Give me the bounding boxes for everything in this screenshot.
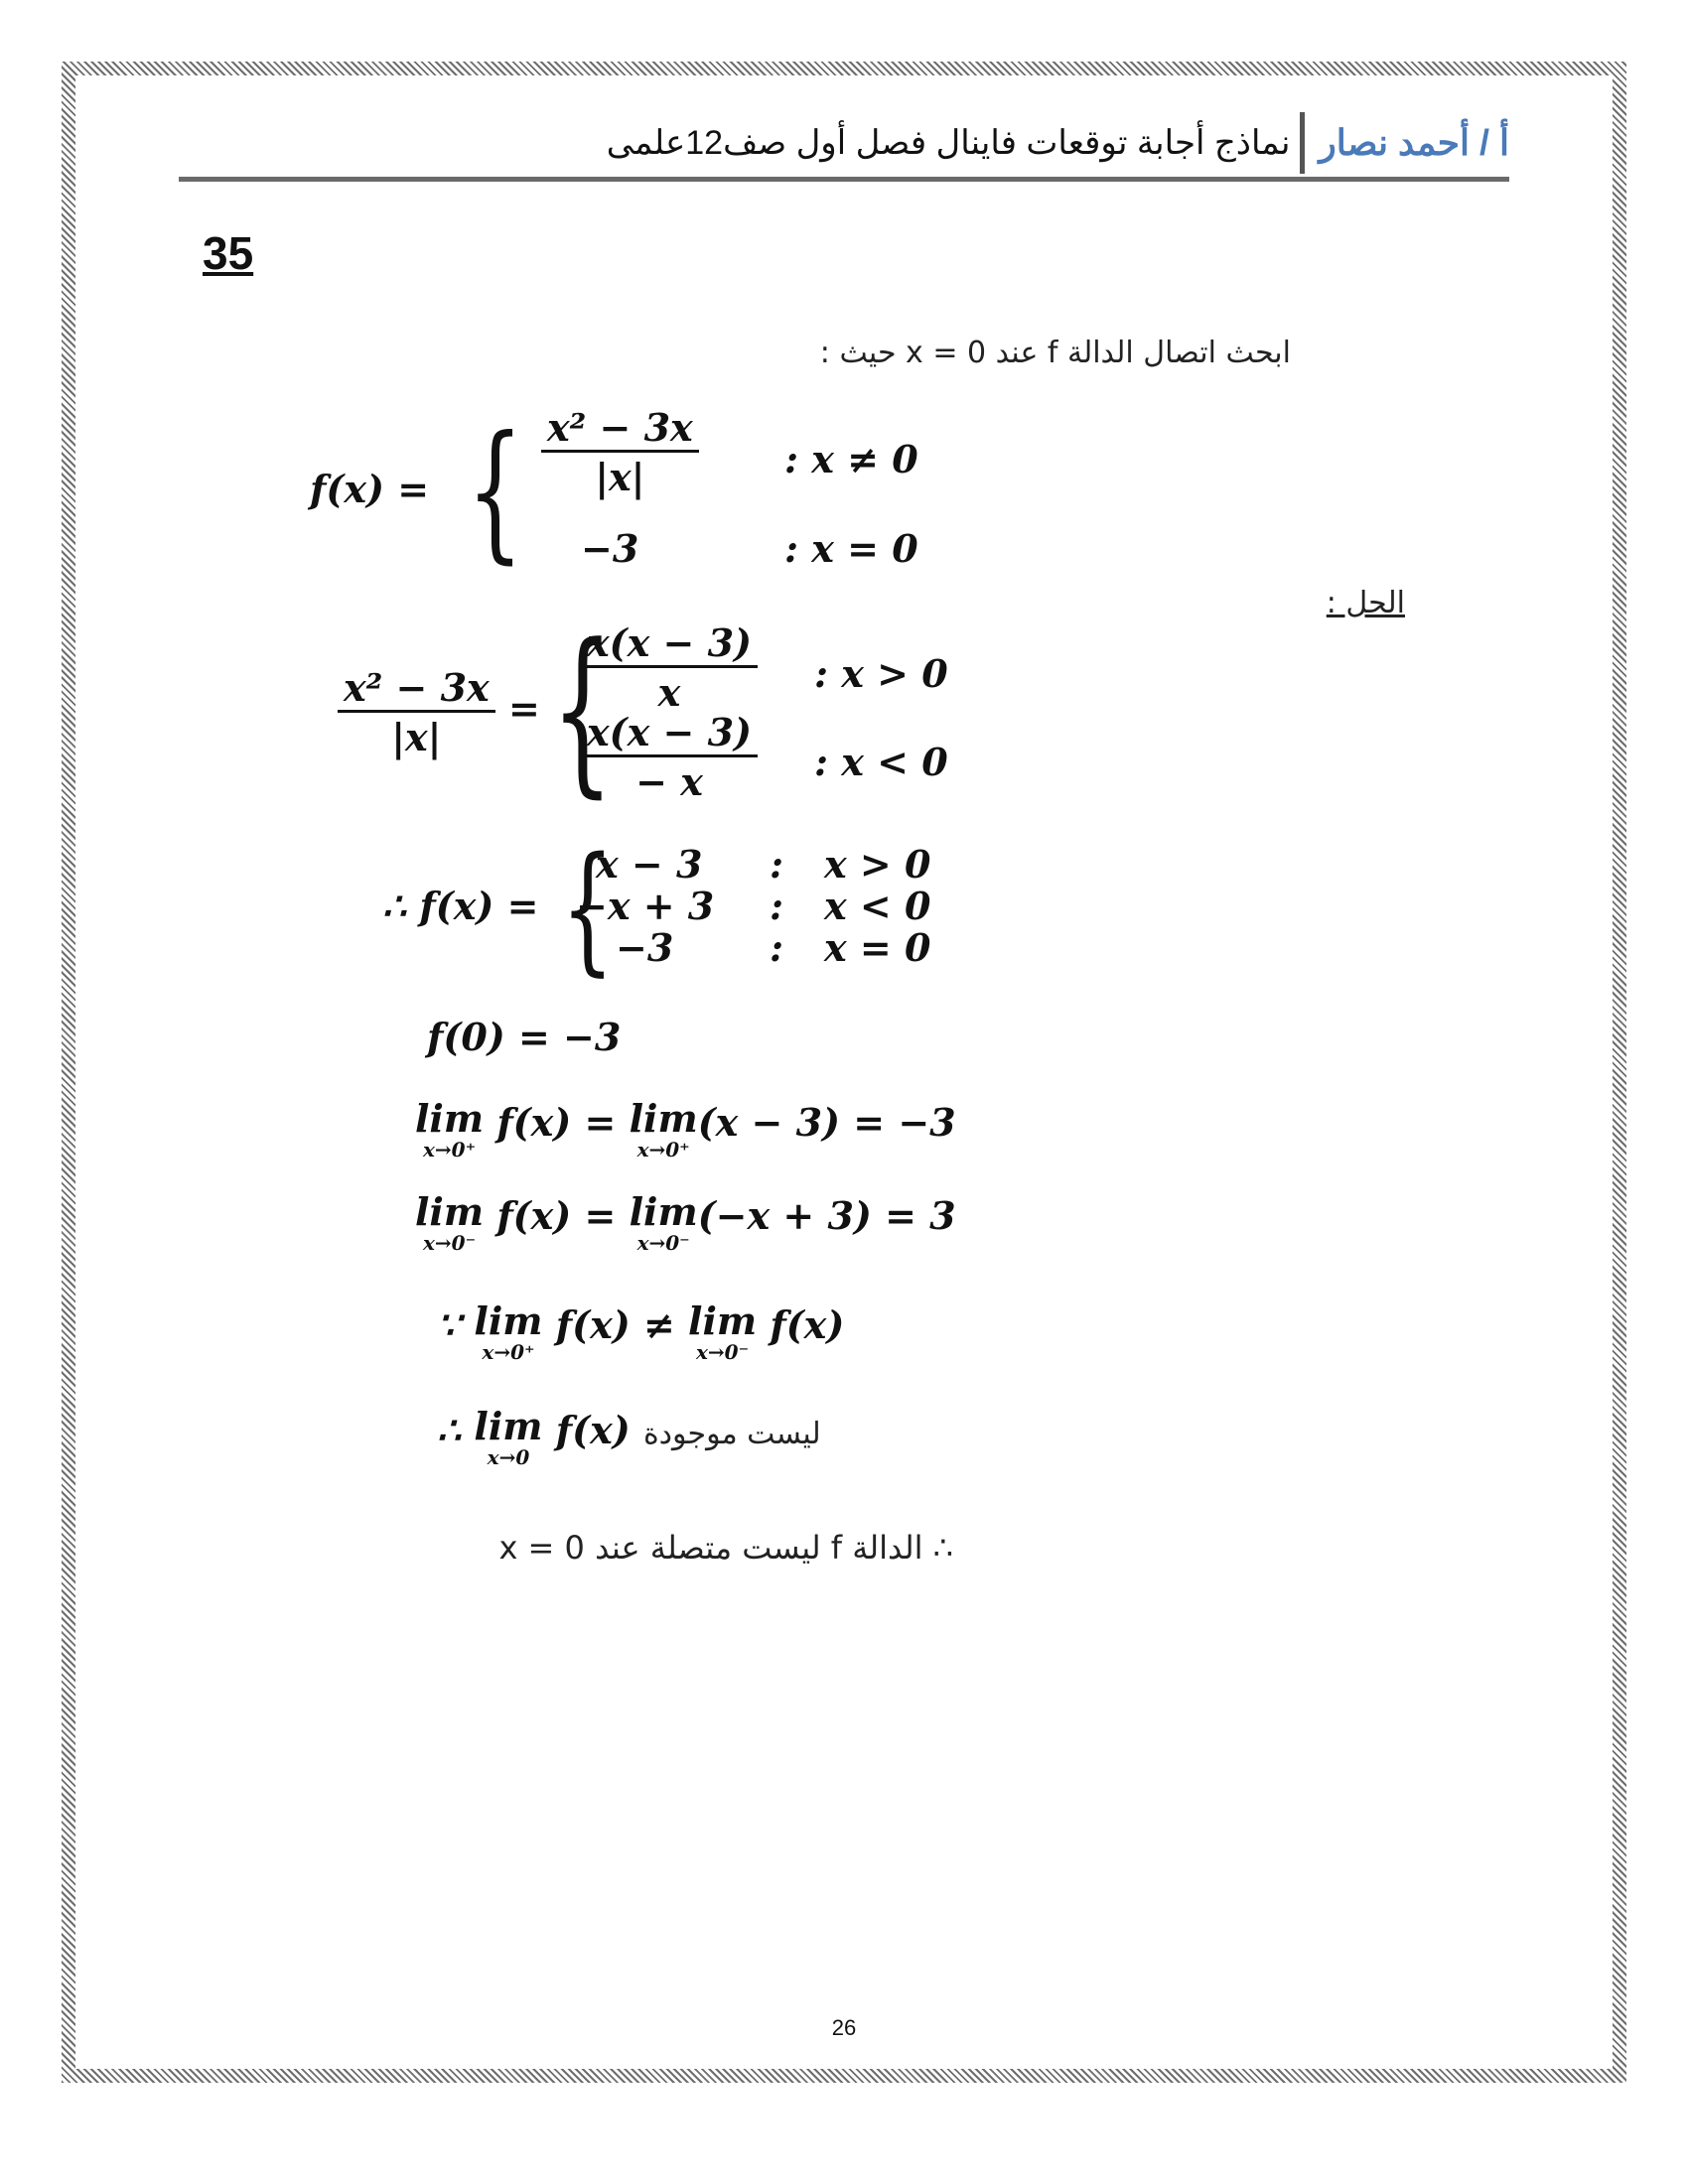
- lim-word: lim: [415, 1189, 485, 1234]
- simplify-brace: {: [551, 607, 614, 814]
- case1-condition: : x ≠ 0: [784, 437, 918, 481]
- therefore-symbol: ∴: [437, 1408, 462, 1452]
- lim-word: lim: [474, 1298, 543, 1343]
- piece2-fraction: [581, 710, 758, 804]
- fx-symbol: f(x): [555, 1408, 631, 1452]
- neq-mid: f(x) ≠: [555, 1302, 675, 1347]
- lim-word: lim: [688, 1298, 758, 1343]
- lim-subscript: x→0: [487, 1445, 530, 1469]
- problem-statement: ابحث اتصال الدالة f عند x = 0 حيث :: [819, 336, 1291, 370]
- row2-expr: −x + 3: [576, 884, 715, 928]
- left-limit-tail: (−x + 3) = 3: [697, 1193, 956, 1238]
- simplify-denominator: |x|: [338, 710, 495, 759]
- lim-word: lim: [629, 1189, 698, 1234]
- row1-cond: x > 0: [824, 842, 931, 887]
- lim-word: lim: [415, 1096, 485, 1141]
- right-limit-tail: (x − 3) = −3: [697, 1100, 956, 1145]
- piece1-numerator: x(x − 3): [587, 620, 753, 665]
- solution-label: الحل :: [1326, 586, 1405, 620]
- case1-denominator: |x|: [541, 450, 699, 499]
- header-divider: [179, 177, 1509, 182]
- simplify-numerator: x² − 3x: [344, 665, 490, 710]
- case1-fraction: [541, 405, 699, 499]
- left-limit-line: [415, 1189, 956, 1255]
- piece2-denominator: − x: [581, 754, 758, 804]
- piece1-condition: : x > 0: [814, 651, 948, 696]
- lim-subscript: x→0⁻: [422, 1231, 477, 1255]
- row3-expr: −3: [616, 925, 674, 970]
- simplify-fraction: [338, 665, 540, 759]
- result-brace: {: [561, 828, 615, 990]
- not-exist-text: ليست موجودة: [642, 1417, 821, 1451]
- fx-label: f(x) =: [310, 467, 430, 511]
- right-limit-line: [415, 1096, 956, 1161]
- lim-subscript: x→0⁺: [482, 1340, 535, 1364]
- author-name: أ / أحمد نصار: [1300, 112, 1509, 174]
- case2-value: −3: [581, 526, 639, 571]
- conclusion: ∴ الدالة f ليست متصلة عند x = 0: [498, 1529, 953, 1567]
- right-limit-mid: f(x) =: [496, 1100, 617, 1145]
- neq-tail: f(x): [770, 1302, 845, 1347]
- page-header: [179, 107, 1509, 179]
- limit-not-exist-line: [437, 1404, 821, 1469]
- because-line: [437, 1298, 845, 1364]
- row1-expr: x − 3: [596, 842, 703, 887]
- row1-colon: :: [770, 842, 784, 887]
- simplify-equals: =: [507, 686, 540, 731]
- piece1-denominator: x: [581, 665, 758, 715]
- piece1-fraction: [581, 620, 758, 715]
- lim-subscript: x→0⁻: [695, 1340, 750, 1364]
- question-number: 35: [203, 227, 254, 279]
- piece2-condition: : x < 0: [814, 740, 948, 784]
- case1-numerator: x² − 3x: [547, 405, 693, 450]
- lim-word: lim: [629, 1096, 698, 1141]
- lim-subscript: x→0⁺: [636, 1138, 690, 1161]
- piece2-numerator: x(x − 3): [587, 710, 753, 754]
- left-limit-mid: f(x) =: [496, 1193, 617, 1238]
- row3-cond: x = 0: [824, 925, 931, 970]
- row3-colon: :: [770, 925, 784, 970]
- lim-subscript: x→0⁺: [422, 1138, 477, 1161]
- piecewise-brace: {: [467, 405, 524, 578]
- therefore-fx: ∴ f(x) =: [382, 884, 539, 928]
- f-at-zero: f(0) = −3: [427, 1015, 622, 1059]
- row2-cond: x < 0: [824, 884, 931, 928]
- page-number: 26: [831, 2015, 857, 2040]
- lim-word: lim: [474, 1404, 543, 1448]
- header-title: نماذج أجابة توقعات فاينال فصل أول صف12علمى: [606, 124, 1291, 162]
- case2-condition: : x = 0: [784, 526, 918, 571]
- lim-subscript: x→0⁻: [636, 1231, 690, 1255]
- row2-colon: :: [770, 884, 784, 928]
- because-symbol: ∵: [437, 1302, 462, 1347]
